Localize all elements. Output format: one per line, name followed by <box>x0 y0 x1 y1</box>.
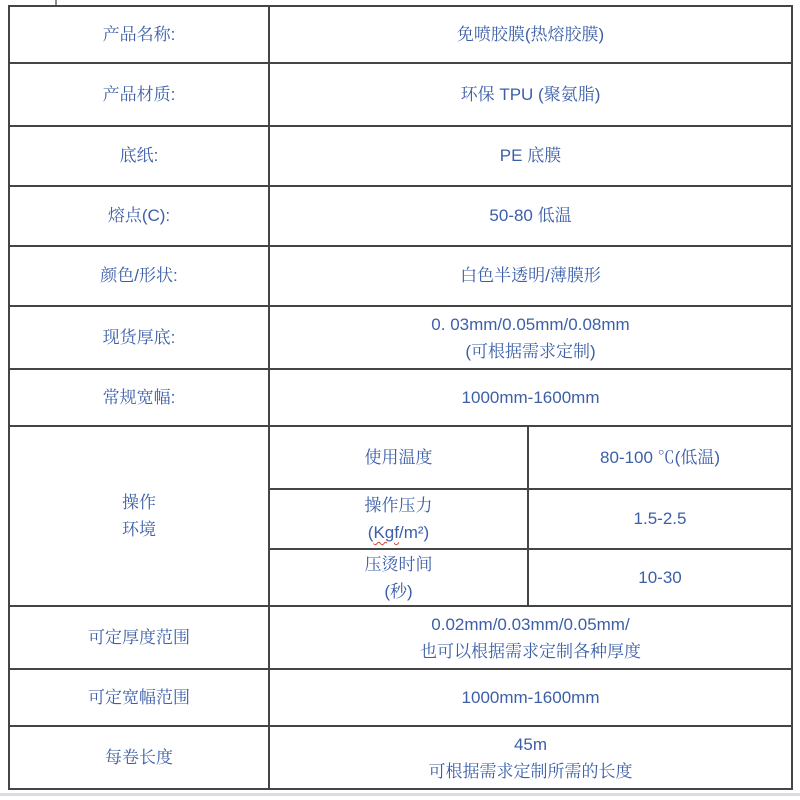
press-time-unit: (秒) <box>384 581 413 601</box>
table-row-color-shape <box>9 246 792 306</box>
custom-thickness-line1: 0.02mm/0.03mm/0.05mm/ <box>431 614 630 634</box>
spec-value-stock-thickness <box>269 306 792 369</box>
spec-value-melting-point: 50-80 低温 <box>269 186 792 246</box>
table-row-product-name <box>9 6 792 63</box>
pressure-unit-prefix: ( <box>367 523 374 542</box>
spec-value-liner: PE 底膜 <box>269 126 792 186</box>
spec-label-material: 产品材质: <box>9 63 269 126</box>
spec-subvalue-use-temperature: 80-100 ℃(低温) <box>528 426 792 489</box>
operation-pressure-unit <box>270 519 527 546</box>
press-time-name: 压烫时间 <box>364 554 433 574</box>
spec-subname-press-time <box>269 549 528 606</box>
table-row-melting-point <box>9 186 792 246</box>
page-edge-shadow <box>0 793 800 796</box>
spec-label-product-name: 产品名称: <box>9 6 269 63</box>
spec-label-melting-point: 熔点(C): <box>9 186 269 246</box>
product-spec-table <box>8 5 793 790</box>
spec-label-custom-width: 可定宽幅范围 <box>9 669 269 726</box>
spec-label-custom-thickness: 可定厚度范围 <box>9 606 269 669</box>
spec-value-standard-width: 1000mm-1600mm <box>269 369 792 426</box>
custom-thickness-line2: 也可以根据需求定制各种厚度 <box>420 641 641 661</box>
operation-label-line1: 操作 <box>122 493 156 512</box>
table-row-liner <box>9 126 792 186</box>
spec-subvalue-operation-pressure: 1.5-2.5 <box>528 489 792 549</box>
spec-label-color-shape: 颜色/形状: <box>9 246 269 306</box>
spec-label-standard-width: 常规宽幅: <box>9 369 269 426</box>
spec-label-roll-length: 每卷长度 <box>9 726 269 789</box>
pressure-unit-suffix: /m²) <box>398 523 430 542</box>
spec-subvalue-press-time: 10-30 <box>528 549 792 606</box>
table-row-stock-thickness <box>9 306 792 369</box>
spec-label-operation-environment <box>9 426 269 606</box>
table-row-material <box>9 63 792 126</box>
table-row-roll-length <box>9 726 792 789</box>
spec-value-custom-width: 1000mm-1600mm <box>269 669 792 726</box>
spec-subname-operation-pressure <box>269 489 528 549</box>
table-row-custom-thickness <box>9 606 792 669</box>
operation-pressure-name: 操作压力 <box>364 496 433 515</box>
spec-label-stock-thickness: 现货厚底: <box>9 306 269 369</box>
stock-thickness-line1: 0. 03mm/0.05mm/0.08mm <box>431 314 630 334</box>
roll-length-line1: 45m <box>513 734 548 754</box>
spec-value-product-name: 免喷胶膜(热熔胶膜) <box>269 6 792 63</box>
spec-value-material: 环保 TPU (聚氨脂) <box>269 63 792 126</box>
spec-value-custom-thickness <box>269 606 792 669</box>
spec-label-liner: 底纸: <box>9 126 269 186</box>
spec-value-roll-length <box>269 726 792 789</box>
roll-length-line2: 可根据需求定制所需的长度 <box>428 761 633 781</box>
table-row-standard-width <box>9 369 792 426</box>
stock-thickness-line2: (可根据需求定制) <box>465 341 596 361</box>
spec-subname-use-temperature: 使用温度 <box>269 426 528 489</box>
spec-value-color-shape: 白色半透明/薄膜形 <box>269 246 792 306</box>
pressure-unit-misspelling: Kgf <box>373 523 399 542</box>
table-row-operation-temp <box>9 426 792 489</box>
operation-label-line2: 环境 <box>122 520 156 539</box>
table-row-custom-width <box>9 669 792 726</box>
